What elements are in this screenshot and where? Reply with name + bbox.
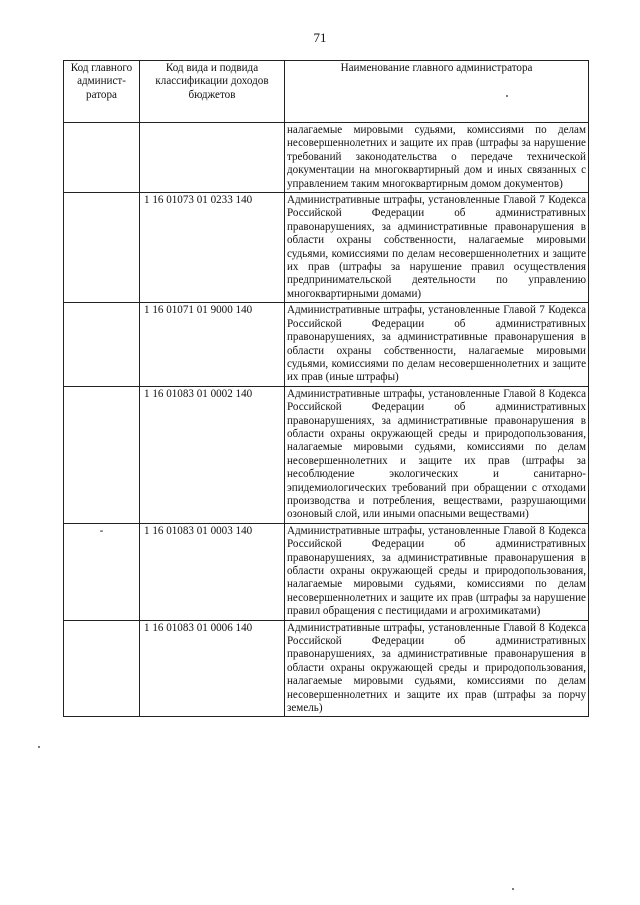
row-admin-name: Административные штрафы, установленные Главой 7 Кодекса Российской Федерации об административных правонарушениях, за административные правонарушения в области охраны собственности, налагаемые мировыми судьями, комиссиями по делам несовершеннолетних и защите их прав (иные штрафы) bbox=[285, 303, 589, 386]
table-header-row bbox=[64, 61, 589, 123]
header-admin-name: Наименование главного администратора bbox=[285, 61, 589, 123]
scan-speck bbox=[512, 888, 514, 890]
row-classification-code: 1 16 01071 01 9000 140 bbox=[140, 303, 285, 386]
scan-speck bbox=[506, 95, 508, 97]
revenue-classification-table bbox=[63, 60, 589, 717]
row-classification-code: 1 16 01083 01 0006 140 bbox=[140, 620, 285, 717]
row-admin-code bbox=[64, 193, 140, 303]
table-row bbox=[64, 620, 589, 717]
table-row bbox=[64, 303, 589, 386]
row-admin-code: - bbox=[64, 523, 140, 620]
row-admin-code bbox=[64, 386, 140, 523]
header-classification-code: Код вида и подвида классификации доходов бюджетов bbox=[140, 61, 285, 123]
row-classification-code: 1 16 01073 01 0233 140 bbox=[140, 193, 285, 303]
table-row bbox=[64, 193, 589, 303]
row-admin-name: налагаемые мировыми судьями, комиссиями по делам несовершеннолетних и защите их прав (штрафы за нарушение требований законодательства о передаче технической документации на многоквартирный дом и иных связанных с управлением таким многоквартирным домом документов) bbox=[285, 123, 589, 193]
table-row bbox=[64, 386, 589, 523]
row-admin-code bbox=[64, 620, 140, 717]
row-admin-name: Административные штрафы, установленные Главой 7 Кодекса Российской Федерации об административных правонарушениях, за административные правонарушения в области охраны собственности, налагаемые мировыми судьями, комиссиями по делам несовершеннолетних и защите их прав (штрафы за нарушение правил осуществления предпринимательской деятельности по управлению многоквартирными домами) bbox=[285, 193, 589, 303]
table-row bbox=[64, 123, 589, 193]
row-admin-code bbox=[64, 303, 140, 386]
page-number: 71 bbox=[313, 30, 327, 45]
row-classification-code: 1 16 01083 01 0002 140 bbox=[140, 386, 285, 523]
scan-speck bbox=[38, 746, 40, 748]
row-admin-name: Административные штрафы, установленные Главой 8 Кодекса Российской Федерации об административных правонарушениях, за административные правонарушения в области охраны окружающей среды и природопользования, налагаемые мировыми судьями, комиссиями по делам несовершеннолетних и защите их прав (штрафы за порчу земель) bbox=[285, 620, 589, 717]
header-admin-code: Код главного админист-ратора bbox=[64, 61, 140, 123]
table-row bbox=[64, 523, 589, 620]
row-classification-code bbox=[140, 123, 285, 193]
row-admin-name: Административные штрафы, установленные Главой 8 Кодекса Российской Федерации об административных правонарушениях, за административные правонарушения в области охраны окружающей среды и природопользования, налагаемые мировыми судьями, комиссиями по делам несовершеннолетних и защите их прав (штрафы за нарушение правил обращения с пестицидами и агрохимикатами) bbox=[285, 523, 589, 620]
row-admin-code bbox=[64, 123, 140, 193]
row-admin-name: Административные штрафы, установленные Главой 8 Кодекса Российской Федерации об административных правонарушениях, за административные правонарушения в области охраны окружающей среды и природопользования, налагаемые мировыми судьями, комиссиями по делам несовершеннолетних и защите их прав (штрафы за несоблюдение экологических и санитарно-эпидемиологических требований при обращении с отходами производства и потребления, веществами, разрушающими озоновый слой, или иными опасными веществами) bbox=[285, 386, 589, 523]
row-classification-code: 1 16 01083 01 0003 140 bbox=[140, 523, 285, 620]
